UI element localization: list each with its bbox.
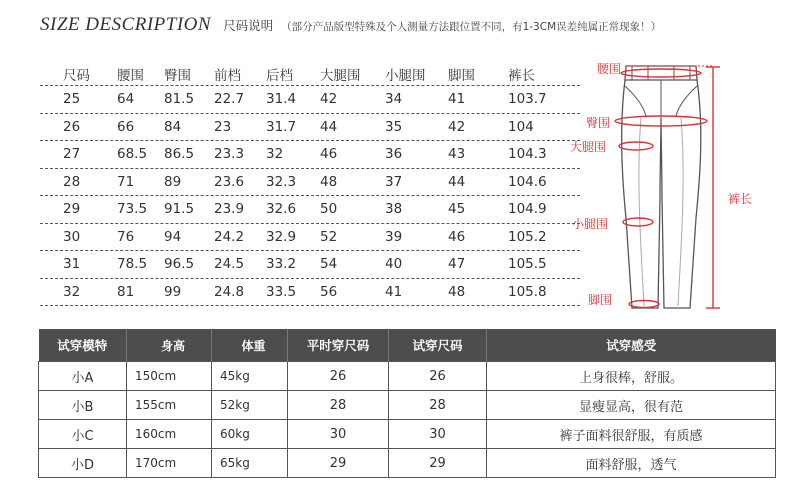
col-header: 大腿围 [320,67,361,84]
table-cell: 86.5 [164,146,195,163]
table-cell: 44 [320,118,338,135]
table-cell: 32.6 [266,201,297,218]
label-thigh: 大腿围 [570,140,607,154]
table-cell: 42 [448,118,466,135]
col-header: 后档 [266,67,293,84]
table-cell: 25 [63,91,81,108]
table-cell: 32 [266,146,284,163]
table-cell: 48 [320,173,338,190]
table-cell: 45 [448,201,466,218]
table-cell: 33.5 [266,283,297,300]
table-cell-usual: 29 [288,449,389,478]
table-cell: 36 [385,146,403,163]
label-waist: 腰围 [597,62,622,76]
table-cell: 105.5 [508,256,547,273]
page-title: SIZE DESCRIPTION [40,14,212,35]
table-row [40,114,580,142]
label-calf: 小腿围 [572,217,609,231]
label-hip: 臀围 [586,116,611,130]
table-row [39,449,776,478]
table-cell-height: 170cm [127,449,212,478]
table-cell: 99 [164,283,182,300]
table-cell: 41 [448,91,466,108]
fitting-table-header [39,329,776,362]
table-cell: 104.6 [508,173,547,190]
table-cell-height: 155cm [127,391,212,420]
table-cell: 81 [117,283,135,300]
table-row [40,224,580,252]
table-cell: 31.7 [266,118,297,135]
table-cell: 73.5 [117,201,148,218]
table-cell: 76 [117,228,135,245]
table-cell: 103.7 [508,91,547,108]
col-header: 体重 [212,329,288,362]
table-cell: 22.7 [214,91,245,108]
table-cell: 39 [385,228,403,245]
table-cell: 89 [164,173,182,190]
table-cell: 46 [448,228,466,245]
col-header: 腰围 [117,67,144,84]
table-cell: 94 [164,228,182,245]
col-header: 脚围 [448,67,475,84]
table-row [40,86,580,114]
label-hem: 脚围 [588,293,613,307]
table-cell-usual: 28 [288,391,389,420]
table-cell: 32.9 [266,228,297,245]
table-row [40,196,580,224]
table-cell-weight: 45kg [212,362,288,391]
pants-outline-icon [586,58,786,322]
table-cell: 23.3 [214,146,245,163]
fitting-table [38,329,776,478]
table-cell: 37 [385,173,403,190]
table-cell-height: 150cm [127,362,212,391]
table-cell: 68.5 [117,146,148,163]
table-cell: 47 [448,256,466,273]
table-cell-model: 小A [39,362,127,391]
table-cell: 91.5 [164,201,195,218]
table-row [40,251,580,279]
table-cell: 44 [448,173,466,190]
size-table [40,62,580,306]
table-cell: 35 [385,118,403,135]
table-cell: 104.3 [508,146,547,163]
col-header: 平时穿尺码 [288,329,389,362]
table-cell: 23 [214,118,232,135]
table-cell: 30 [63,228,81,245]
table-cell: 104.9 [508,201,547,218]
table-cell-trial: 28 [389,391,487,420]
col-header: 臀围 [164,67,191,84]
table-cell: 105.2 [508,228,547,245]
table-cell: 81.5 [164,91,195,108]
table-cell: 46 [320,146,338,163]
table-cell: 40 [385,256,403,273]
table-cell: 52 [320,228,338,245]
col-header: 试穿感受 [487,329,776,362]
page-subtitle: 尺码说明 [223,18,274,33]
table-cell: 33.2 [266,256,297,273]
table-cell-trial: 30 [389,420,487,449]
table-cell: 34 [385,91,403,108]
table-cell-model: 小D [39,449,127,478]
table-cell-weight: 52kg [212,391,288,420]
table-cell-trial: 26 [389,362,487,391]
table-cell-feel: 上身很棒，舒服。 [487,362,776,391]
table-cell: 66 [117,118,135,135]
table-cell: 27 [63,146,81,163]
table-cell: 28 [63,173,81,190]
table-cell: 104 [508,118,534,135]
size-table-header [40,62,580,86]
col-header: 前档 [214,67,241,84]
table-cell: 26 [63,118,81,135]
col-header: 身高 [127,329,212,362]
table-row [39,362,776,391]
table-cell-model: 小B [39,391,127,420]
table-cell: 54 [320,256,338,273]
col-header: 裤长 [508,67,535,84]
table-cell: 31.4 [266,91,297,108]
table-cell: 24.5 [214,256,245,273]
label-length: 裤长 [728,192,753,206]
table-cell: 64 [117,91,135,108]
measurement-note: （部分产品版型特殊及个人测量方法跟位置不同，有1-3CM误差纯属正常现象！） [281,21,662,33]
table-cell: 50 [320,201,338,218]
table-cell-feel: 面料舒服，透气 [487,449,776,478]
table-row [39,391,776,420]
table-cell: 78.5 [117,256,148,273]
table-cell: 38 [385,201,403,218]
table-row [40,141,580,169]
table-cell: 48 [448,283,466,300]
table-cell: 24.2 [214,228,245,245]
table-cell-trial: 29 [389,449,487,478]
col-header: 试穿尺码 [389,329,487,362]
table-cell: 105.8 [508,283,547,300]
table-row [40,169,580,197]
page-header [40,14,661,40]
col-header: 小腿围 [385,67,426,84]
table-cell-model: 小C [39,420,127,449]
table-cell-usual: 26 [288,362,389,391]
table-cell-feel: 裤子面料很舒服，有质感 [487,420,776,449]
table-cell: 32 [63,283,81,300]
table-row [40,279,580,307]
table-cell-weight: 65kg [212,449,288,478]
table-cell: 96.5 [164,256,195,273]
table-cell: 31 [63,256,81,273]
table-cell: 71 [117,173,135,190]
table-cell: 43 [448,146,466,163]
table-cell: 41 [385,283,403,300]
table-row [39,420,776,449]
table-cell-usual: 30 [288,420,389,449]
table-cell: 29 [63,201,81,218]
table-cell: 42 [320,91,338,108]
table-cell-height: 160cm [127,420,212,449]
col-header: 试穿模特 [39,329,127,362]
pants-diagram [570,58,786,322]
table-cell: 56 [320,283,338,300]
table-cell-weight: 60kg [212,420,288,449]
table-cell: 32.3 [266,173,297,190]
col-header: 尺码 [63,67,90,84]
table-cell: 84 [164,118,182,135]
table-cell: 23.9 [214,201,245,218]
table-cell-feel: 显瘦显高，很有范 [487,391,776,420]
table-cell: 23.6 [214,173,245,190]
table-cell: 24.8 [214,283,245,300]
